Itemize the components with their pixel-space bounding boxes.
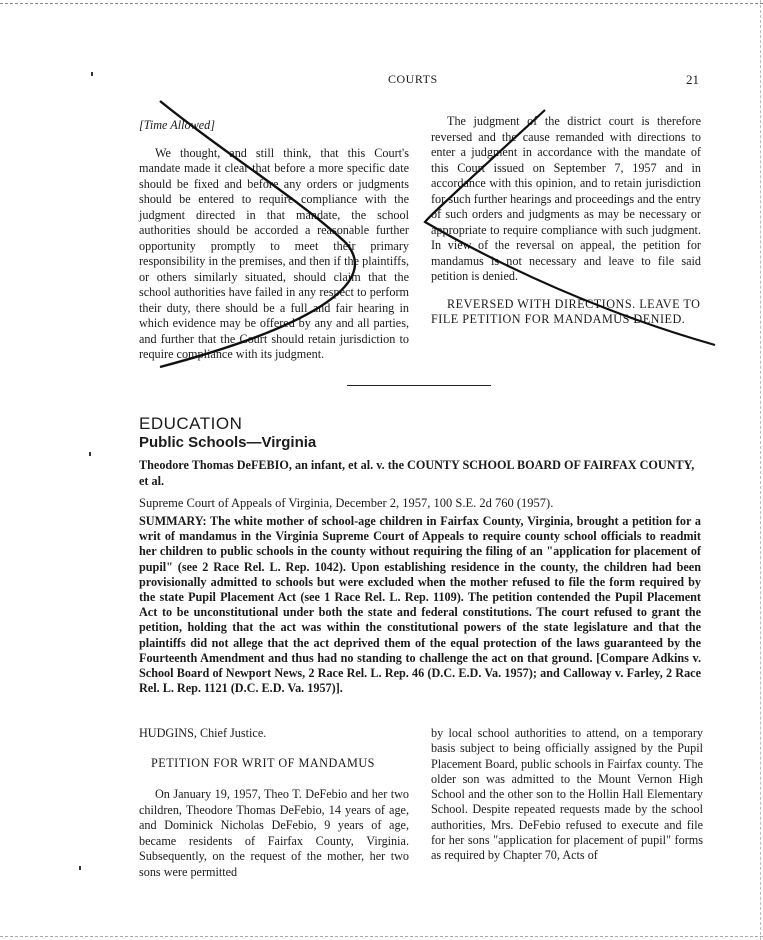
running-header-title: COURTS <box>388 72 438 86</box>
judge-name: HUDGINS, Chief Justice. <box>139 726 267 740</box>
scan-speck <box>91 72 93 76</box>
top-scan-border <box>0 3 763 4</box>
summary-text: The white mother of school-age children in Fairfax County, Virginia, brought a petition for a writ of mandamus in the Virginia Supreme Court of Appeals to require county school officials to readmit her children to public schools in the county without requiring the filing of an "application for placement of pupil" (see 2 Race Rel. L. Rep. 1042). Upon establishing residence in the county, the children had been provisionally admitted to schools but were excluded when the mother refused to file the form required by the state Pupil Placement Act (see 1 Race Rel. L. Rep. 1109). The petition contended the Pupil Placement Act to be unconstitutional under both the state and federal constitutions. The court refused to grant the petition, holding that the act was within the constitutional powers of the state legislature and that the plaintiffs did not allege that the act deprived them of the equal protection of the laws guaranteed by the Fourteenth Amendment and thus had no standing to challenge the act on that ground. [Compare Adkins v. School Board of Newport News, 2 Race Rel. L. Rep. 46 (D.C. E.D. Va. 1957); and Calloway v. Farley, 2 Race Rel. L. Rep. 1121 (D.C. E.D. Va. 1957)]. <box>139 514 701 696</box>
prior-case-right-paragraph: The judgment of the district court is therefore reversed and the cause remanded with directions to enter a judgment in accordance with the mandate of this Court issued on September 7, 1957 and in accordance with this opinion, and to retain jurisdiction for such further hearings and proceedings and the entry of such orders and judgments as may be necessary or appropriate to require compliance with such judgment. In view of the reversal on appeal, the petition for mandamus is not necessary and leave to file said petition is denied. <box>431 114 701 283</box>
section-heading: EDUCATION <box>139 414 243 433</box>
opinion-right-column <box>431 726 703 864</box>
right-scan-border <box>760 0 761 940</box>
prior-case-left-column <box>139 118 409 363</box>
scan-speck <box>89 452 91 456</box>
time-allowed-label: [Time Allowed] <box>139 118 215 132</box>
section-divider <box>347 385 491 386</box>
petition-heading: PETITION FOR WRIT OF MANDAMUS <box>151 755 375 770</box>
opinion-left-paragraph: On January 19, 1957, Theo T. DeFebio and her two children, Theodore Thomas DeFebio, 14 years of age, and Dominick Nicholas DeFebio, 9 years of age, became residents of Fairfax County, Virginia. Subsequently, on the request of the mother, her two sons were permitted <box>139 787 409 879</box>
disposition: REVERSED WITH DIRECTIONS. LEAVE TO FILE PETITION FOR MANDAMUS DENIED. <box>431 296 701 326</box>
summary-label: SUMMARY: <box>139 514 207 528</box>
scan-speck <box>79 866 81 870</box>
page-number: 21 <box>686 72 699 87</box>
bottom-scan-border <box>0 936 763 937</box>
case-title: Theodore Thomas DeFEBIO, an infant, et al. v. the COUNTY SCHOOL BOARD OF FAIRFAX COUNTY, et al. <box>139 458 695 488</box>
prior-case-left-paragraph: We thought, and still think, that this Court's mandate made it clear that before a more specific date should be fixed and before any orders or judgments should be entered to require compliance with the judgment directed in that mandate, the school authorities should be accorded a reasonable further opportunity promptly to meet their primary responsibility in the premises, and then if the plaintiffs, or others similarly situated, should claim that the school authorities have failed in any respect to perform their duty, there should be a full and fair hearing in which evidence may be offered by any and all parties, and further that the Court should retain jurisdiction to require compliance with its judgment. <box>139 145 409 361</box>
opinion-left-column <box>139 726 409 880</box>
section-subheading: Public Schools—Virginia <box>139 434 317 451</box>
prior-case-right-column <box>431 114 701 328</box>
opinion-right-paragraph: by local school authorities to attend, on a temporary basis subject to being officially assigned by the Pupil Placement Board, public schools in Fairfax county. The older son was admitted to the Mount Vernon High School and the other son to the Hollin Hall Elementary School. Despite repeated requests made by the school authorities, Mrs. DeFebio refused to execute and file for her sons "application for placement of pupil" forms as required by Chapter 70, Acts of <box>431 726 703 863</box>
case-citation: Supreme Court of Appeals of Virginia, December 2, 1957, 100 S.E. 2d 760 (1957). <box>139 496 554 510</box>
case-summary <box>139 514 701 696</box>
